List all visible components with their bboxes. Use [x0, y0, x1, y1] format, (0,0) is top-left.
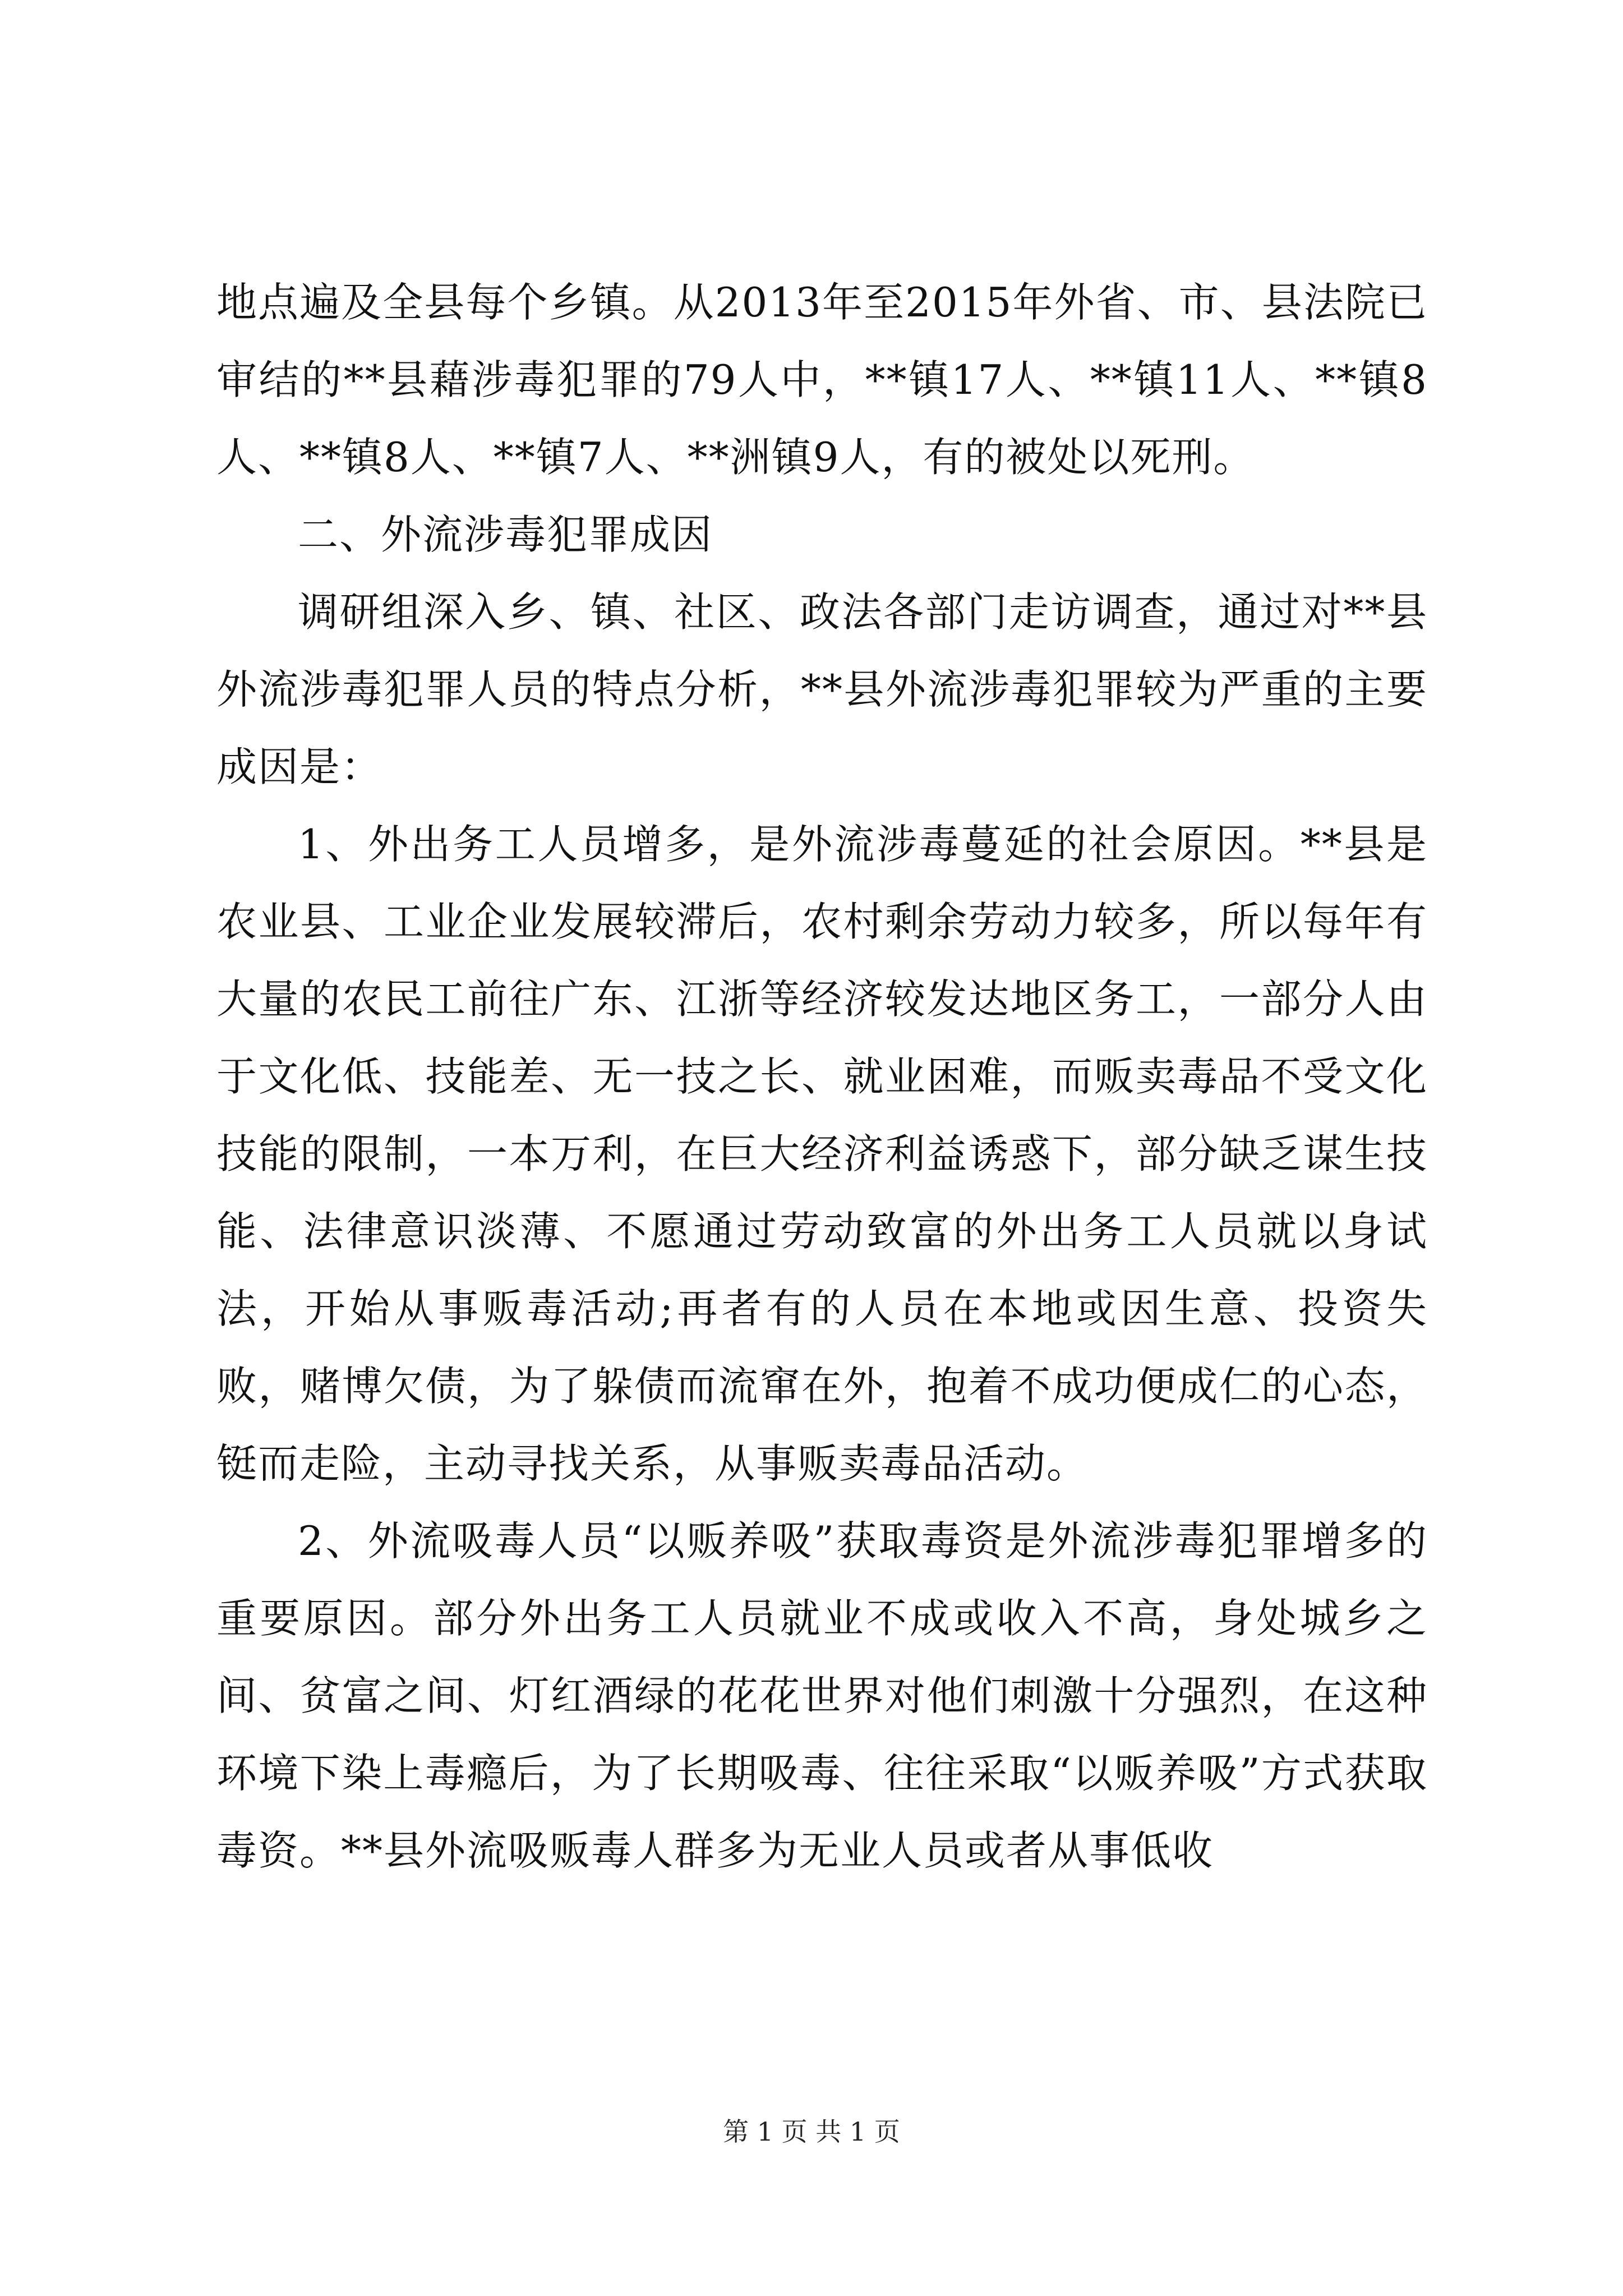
page-number-footer: 第 1 页 共 1 页 [723, 2116, 900, 2147]
paragraph-cause-2: 2、外流吸毒人员“以贩养吸”获取毒资是外流涉毒犯罪增多的重要原因。部分外出务工人员就业不成或收入不高，身处城乡之间、贫富之间、灯红酒绿的花花世界对他们刺激十分强烈，在这种环境下染上毒瘾后，为了长期吸毒、往往采取“以贩养吸”方式获取毒资。**县外流吸贩毒人群多为无业人员或者从事低收 [216, 1517, 1428, 1874]
paragraph-investigation-intro: 调研组深入乡、镇、社区、政法各部门走访调查，通过对**县外流涉毒犯罪人员的特点分析，**县外流涉毒犯罪较为严重的主要成因是： [216, 588, 1428, 790]
paragraph-crime-locations: 地点遍及全县每个乡镇。从2013年至2015年外省、市、县法院已审结的**县藉涉毒犯罪的79人中，**镇17人、**镇11人、**镇8人、**镇8人、**镇7人、**洲镇9人，有的被处以死刑。 [216, 279, 1428, 481]
document-body [216, 264, 1428, 1889]
paragraph-cause-1: 1、外出务工人员增多，是外流涉毒蔓延的社会原因。**县是农业县、工业企业发展较滞后，农村剩余劳动力较多，所以每年有大量的农民工前往广东、江浙等经济较发达地区务工，一部分人由于文化低、技能差、无一技之长、就业困难，而贩卖毒品不受文化技能的限制，一本万利，在巨大经济利益诱惑下，部分缺乏谋生技能、法律意识淡薄、不愿通过劳动致富的外出务工人员就以身试法，开始从事贩毒活动;再者有的人员在本地或因生意、投资失败，赌博欠债，为了躲债而流窜在外，抱着不成功便成仁的心态，铤而走险，主动寻找关系，从事贩卖毒品活动。 [216, 821, 1428, 1487]
section-heading-causes: 二、外流涉毒犯罪成因 [298, 511, 713, 558]
